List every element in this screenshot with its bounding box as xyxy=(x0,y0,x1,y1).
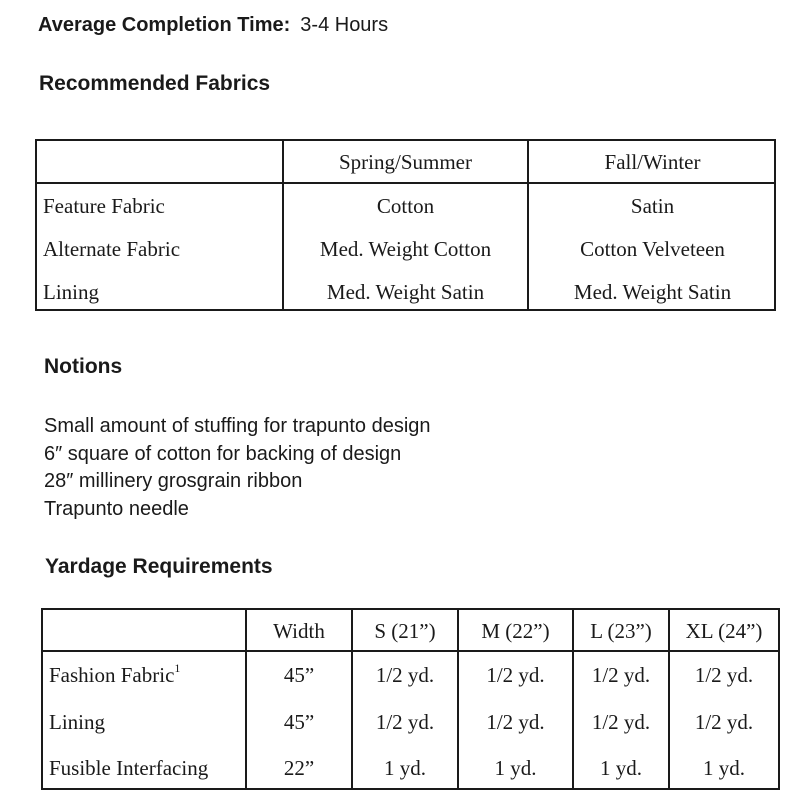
yardage-cell: 1 yd. xyxy=(600,756,642,780)
notions-list xyxy=(44,413,431,523)
yardage-cell: 1/2 yd. xyxy=(486,663,545,687)
recommended-fabrics-heading: Recommended Fabrics xyxy=(39,72,271,95)
yardage-cell: 1/2 yd. xyxy=(591,710,651,734)
fabrics-col-header: Spring/Summer xyxy=(338,150,472,174)
yardage-cell: 1 yd. xyxy=(384,756,426,780)
yardage-cell: 1/2 yd. xyxy=(694,710,754,734)
yardage-cell: 1/2 yd. xyxy=(694,663,754,687)
yardage-cell: 45” xyxy=(283,663,315,687)
fabrics-table-header-rule xyxy=(37,182,774,184)
yardage-table-header-rule xyxy=(43,650,778,652)
fabrics-cell: Cotton Velveteen xyxy=(580,237,725,261)
fabrics-cell: Med. Weight Satin xyxy=(573,280,732,304)
fabrics-col-header: Fall/Winter xyxy=(604,150,701,174)
yardage-col-header: Width xyxy=(273,619,325,643)
fabrics-row-label: Alternate Fabric xyxy=(43,237,181,261)
yardage-cell: 1/2 yd. xyxy=(591,663,651,687)
yardage-row-label: Fusible Interfacing xyxy=(49,756,209,780)
fabrics-cell: Satin xyxy=(630,194,675,218)
list-item: 6″ square of cotton for backing of design xyxy=(44,442,402,465)
list-item: 28″ millinery grosgrain ribbon xyxy=(44,470,303,492)
fabrics-cell: Cotton xyxy=(376,194,435,218)
fabrics-row-label: Feature Fabric xyxy=(43,194,165,218)
yardage-cell: 1/2 yd. xyxy=(375,710,435,734)
yardage-table xyxy=(41,608,780,790)
fabrics-cell: Med. Weight Satin xyxy=(326,280,485,304)
fabrics-table xyxy=(35,139,776,311)
completion-time-value: 3-4 Hours xyxy=(300,14,389,36)
yardage-cell: 1 yd. xyxy=(703,756,745,780)
notions-heading: Notions xyxy=(44,355,123,378)
fabrics-cell: Med. Weight Cotton xyxy=(319,237,492,261)
yardage-requirements-heading: Yardage Requirements xyxy=(45,555,273,578)
yardage-row-label: Lining xyxy=(49,710,105,734)
yardage-cell: 22” xyxy=(283,756,315,780)
footnote-marker: 1 xyxy=(174,661,181,675)
yardage-row-label-text: Fashion Fabric xyxy=(49,663,175,687)
yardage-cell: 1/2 yd. xyxy=(486,710,545,734)
list-item: Trapunto needle xyxy=(44,497,189,520)
yardage-cell: 1/2 yd. xyxy=(375,663,435,687)
completion-time-label: Average Completion Time: xyxy=(38,14,291,36)
yardage-cell: 45” xyxy=(283,710,315,734)
completion-time xyxy=(38,11,388,39)
yardage-col-header: XL (24”) xyxy=(685,619,763,643)
yardage-row-label xyxy=(49,662,180,688)
yardage-col-header: M (22”) xyxy=(481,619,550,643)
yardage-cell: 1 yd. xyxy=(494,756,537,780)
yardage-col-header: S (21”) xyxy=(374,619,436,643)
fabrics-row-label: Lining xyxy=(43,280,99,304)
list-item: Small amount of stuffing for trapunto design xyxy=(44,415,431,437)
yardage-col-header: L (23”) xyxy=(590,619,652,643)
